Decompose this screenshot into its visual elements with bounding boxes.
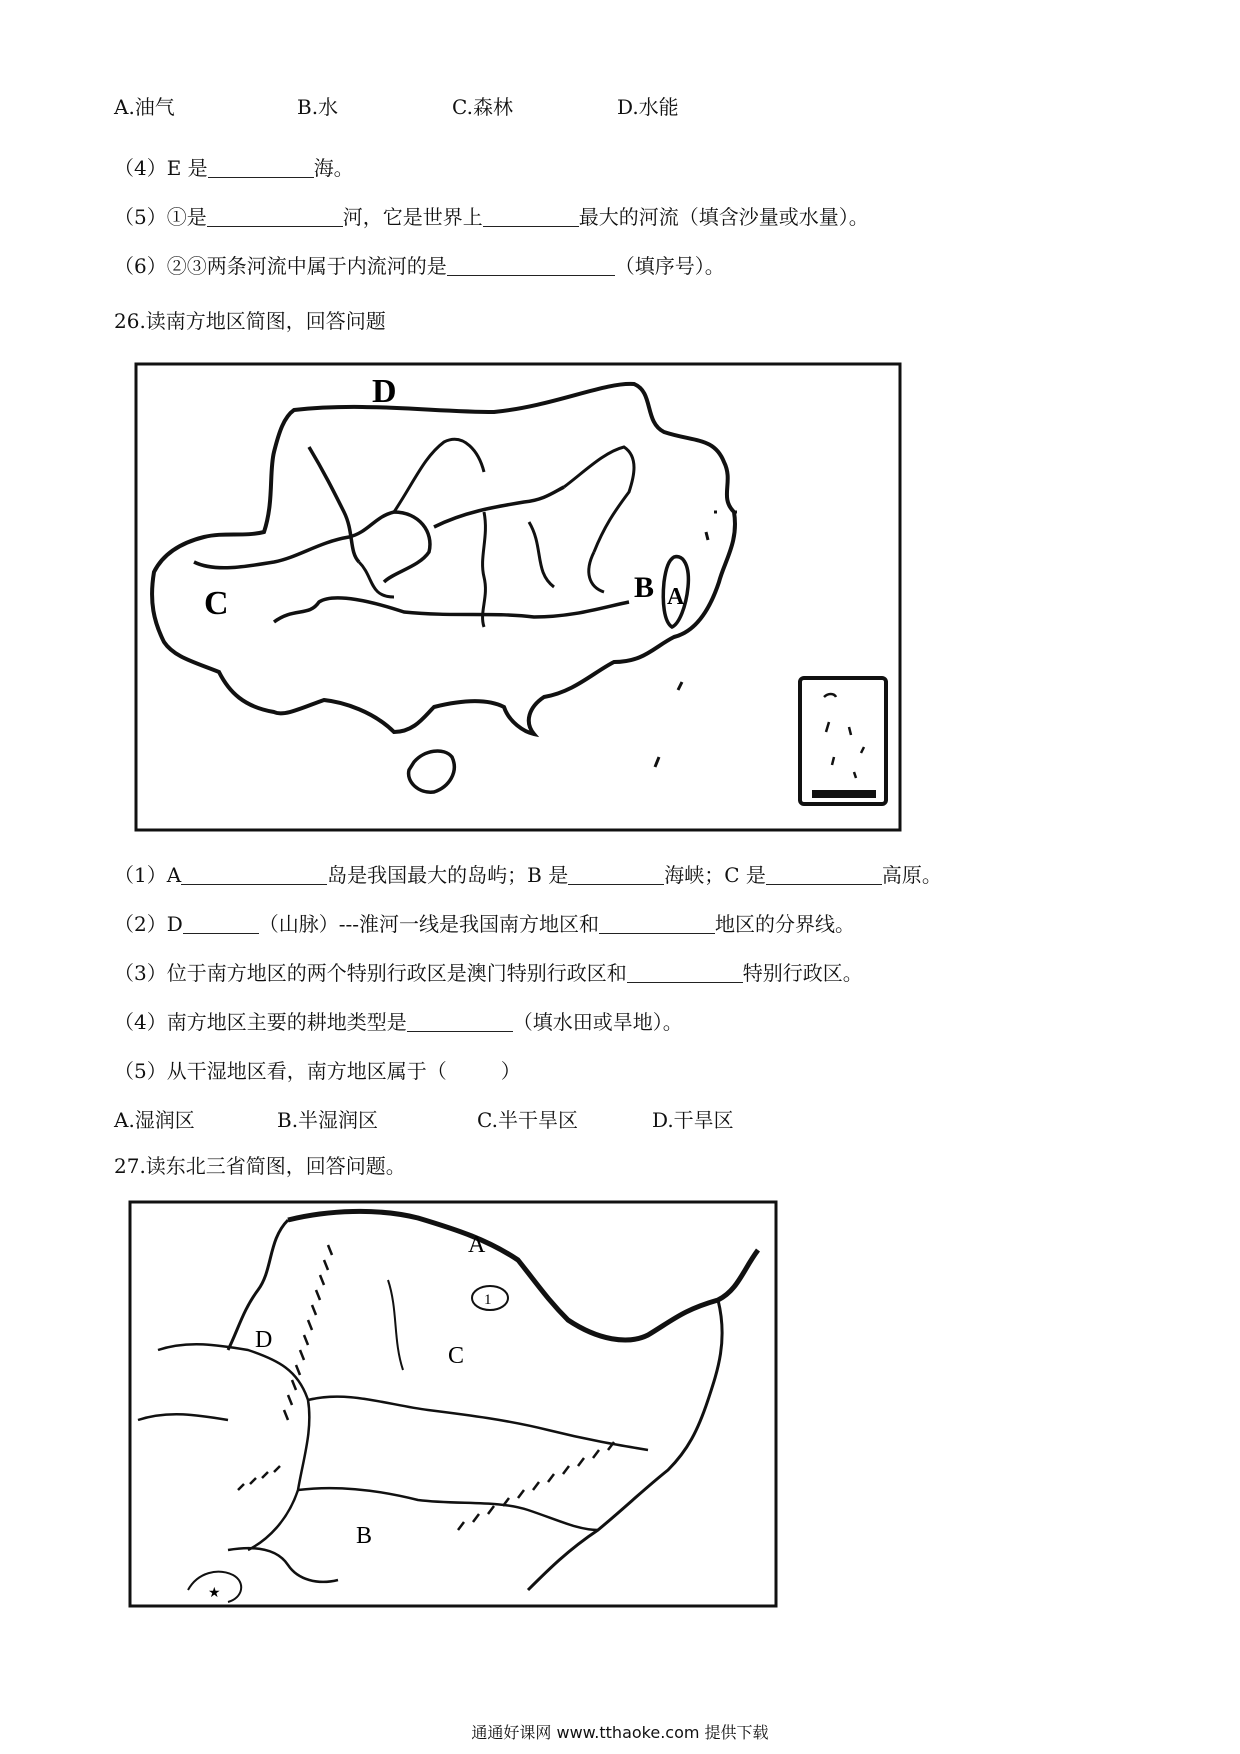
q26-sub1: （1）A 岛是我国最大的岛屿；B 是 海峡；C 是 高原。: [114, 863, 942, 887]
q25-option-d: D.水能: [617, 95, 679, 119]
q26-option-d: D.干旱区: [652, 1108, 734, 1132]
q26-sub2: （2）D （山脉）---淮河一线是我国南方地区和 地区的分界线。: [114, 912, 856, 936]
answer-blank[interactable]: [568, 864, 664, 885]
map-label-1: 1: [484, 1292, 492, 1308]
answer-blank[interactable]: [627, 962, 743, 983]
q26-title: 26.读南方地区简图，回答问题: [114, 309, 386, 333]
answer-blank[interactable]: [766, 864, 882, 885]
q26-option-b: B.半湿润区: [277, 1108, 379, 1132]
answer-blank[interactable]: [599, 913, 715, 934]
map-label-c: C: [448, 1343, 465, 1369]
q25-option-b: B.水: [297, 95, 339, 119]
answer-blank[interactable]: [183, 913, 259, 934]
answer-blank[interactable]: [207, 206, 343, 227]
q26-sub4: （4）南方地区主要的耕地类型是 （填水田或旱地）。: [114, 1010, 683, 1034]
map-label-d: D: [255, 1327, 273, 1353]
q26-sub5: （5）从干湿地区看，南方地区属于（ ）: [114, 1059, 521, 1083]
q25-sub6: （6）②③两条河流中属于内流河的是 （填序号）。: [114, 254, 725, 278]
q25-option-a: A.油气: [114, 95, 175, 119]
map-label-b: B: [634, 571, 655, 604]
map-label-a: A: [667, 584, 685, 610]
northeast-china-map: [128, 1200, 780, 1610]
q26-option-c: C.半干旱区: [477, 1108, 578, 1132]
answer-blank[interactable]: [407, 1011, 513, 1032]
map-label-c: C: [204, 585, 229, 622]
map-label-a: A: [468, 1232, 486, 1258]
map-label-d: D: [372, 373, 397, 410]
q27-title: 27.读东北三省简图，回答问题。: [114, 1154, 406, 1178]
map-label-b: B: [356, 1523, 373, 1549]
answer-blank[interactable]: [181, 864, 327, 885]
answer-blank[interactable]: [483, 206, 579, 227]
star-icon: ★: [208, 1585, 221, 1601]
q26-sub3: （3）位于南方地区的两个特别行政区是澳门特别行政区和 特别行政区。: [114, 961, 863, 985]
q25-sub5: （5）①是 河，它是世界上 最大的河流（填含沙量或水量）。: [114, 205, 869, 229]
q26-option-a: A.湿润区: [114, 1108, 195, 1132]
south-china-map: [134, 362, 904, 834]
q25-option-c: C.森林: [452, 95, 513, 119]
q25-sub4: （4）E 是 海。: [114, 156, 354, 180]
answer-blank[interactable]: [208, 157, 314, 178]
page-footer: 通通好课网 www.tthaoke.com 提供下载: [471, 1723, 769, 1742]
answer-blank[interactable]: [447, 255, 615, 276]
